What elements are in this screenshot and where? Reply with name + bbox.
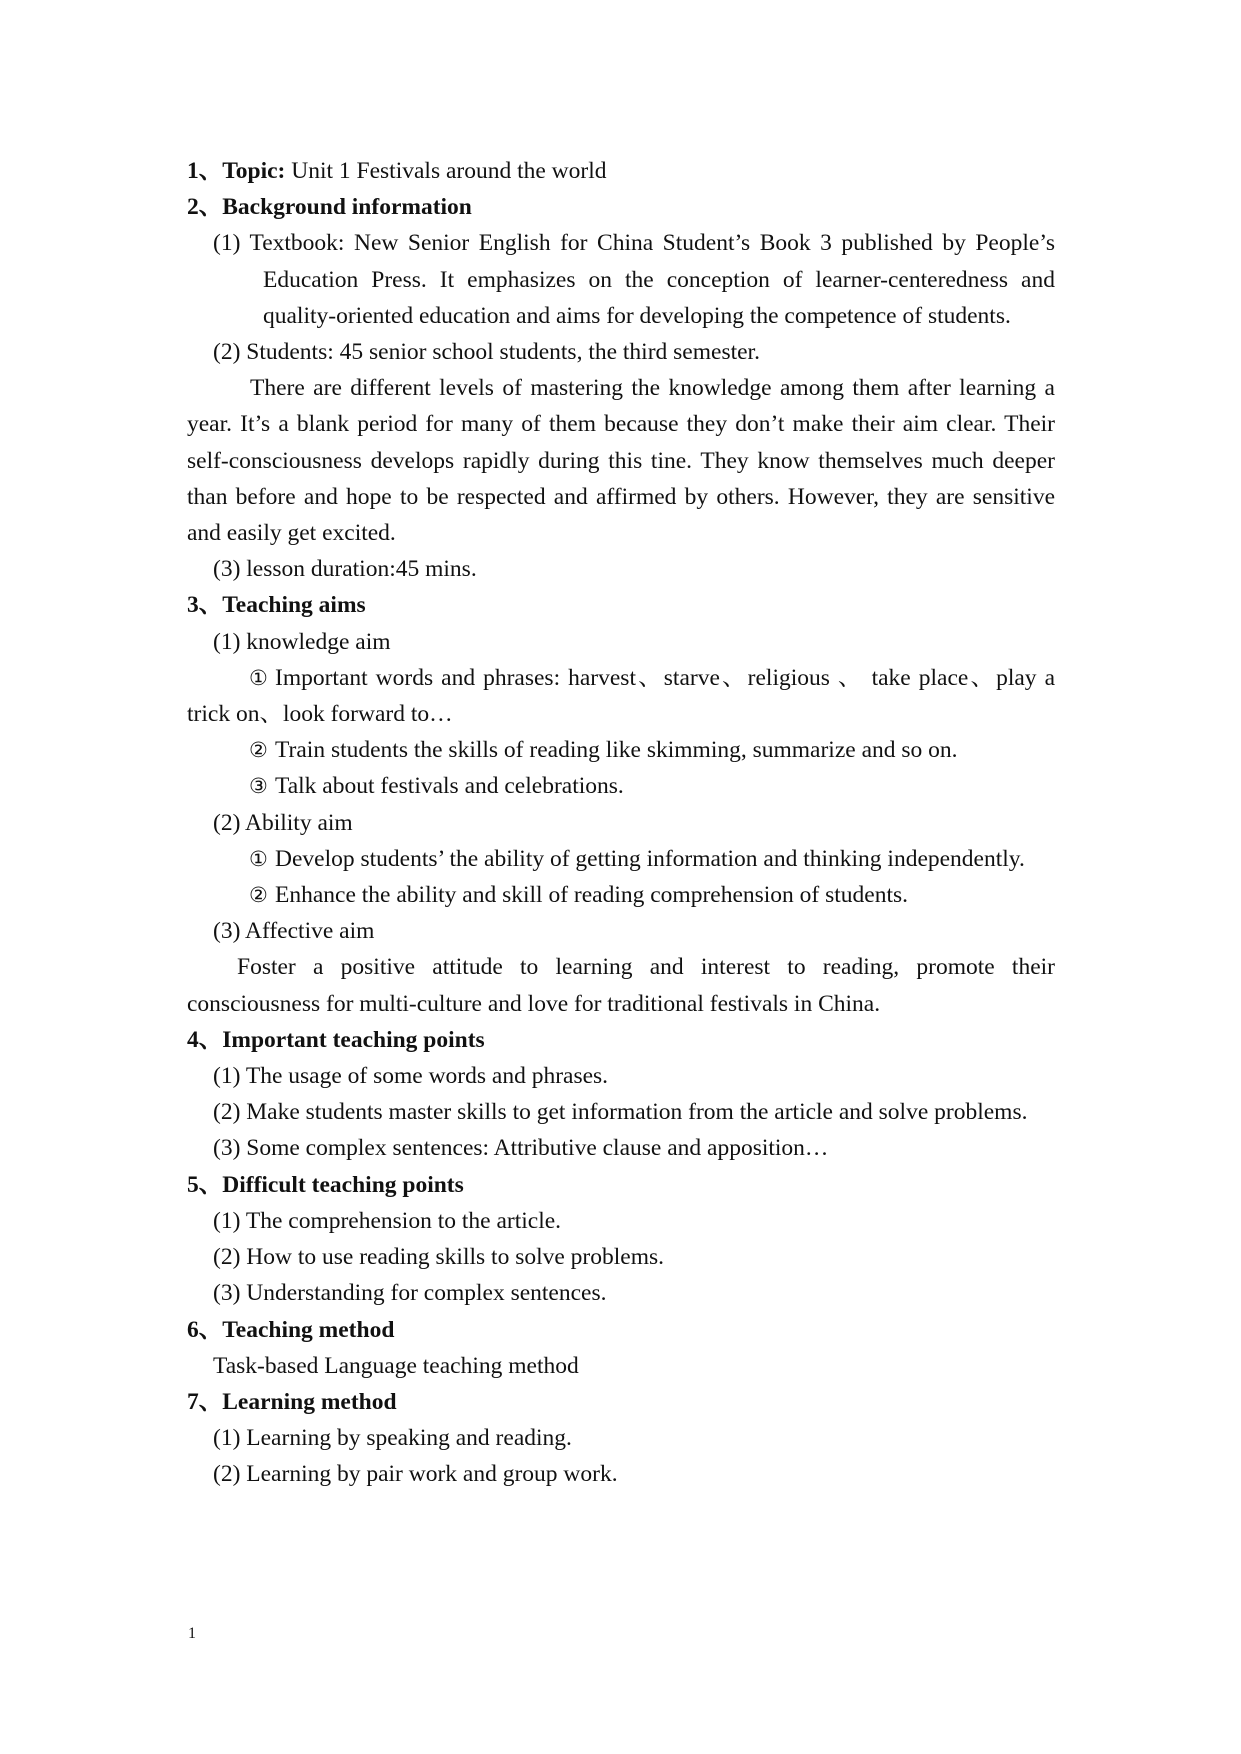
- topic-line: [187, 153, 1055, 189]
- page-number: 1: [188, 1625, 196, 1642]
- circled-number-marker: ②: [249, 738, 268, 763]
- background-paragraph: There are different levels of mastering the knowledge among them after learning a year. It’s a blank period for many of them because they don’t make their aim clear. Their self-consciousness develops rapidly during this tine. They know themselves much deeper than before and hope to be respected and affirmed by others. However, they are sensitive and easily get excited.: [187, 375, 1055, 547]
- affective-aim-label: (3) Affective aim: [213, 918, 375, 945]
- background-item-duration: (3) lesson duration:45 mins.: [213, 556, 477, 583]
- learning-method-heading: 7、Learning method: [187, 1388, 397, 1415]
- circled-number-marker: ③: [249, 774, 268, 799]
- difficult-point-item: (2) How to use reading skills to solve problems.: [213, 1244, 665, 1271]
- difficult-point-item: (3) Understanding for complex sentences.: [213, 1280, 607, 1307]
- teaching-aims-heading: 3、Teaching aims: [187, 592, 366, 619]
- background-item-students: (2) Students: 45 senior school students, the third semester.: [213, 339, 760, 366]
- teaching-method-heading: 6、Teaching method: [187, 1316, 395, 1343]
- circled-number-marker: ①: [249, 665, 268, 690]
- ability-aim-item: [187, 841, 1055, 877]
- knowledge-aim-item: [187, 660, 1055, 732]
- topic-label: Topic:: [222, 158, 286, 184]
- circled-number-marker: ②: [249, 883, 268, 908]
- ability-aim-text: Enhance the ability and skill of reading comprehension of students.: [275, 882, 909, 909]
- knowledge-aim-text: Train students the skills of reading like skimming, summarize and so on.: [275, 737, 958, 764]
- topic-text: Unit 1 Festivals around the world: [285, 158, 607, 184]
- knowledge-aim-item: [187, 768, 1055, 804]
- circled-number-marker: ①: [249, 846, 268, 871]
- learning-method-item: (1) Learning by speaking and reading.: [213, 1425, 572, 1452]
- document-page: [187, 153, 1055, 1493]
- important-point-item: (1) The usage of some words and phrases.: [213, 1063, 609, 1090]
- knowledge-aim-text: Important words and phrases: harvest、starve、religious 、 take place、play a trick on、look forward to…: [187, 664, 1055, 728]
- knowledge-aim-text: Talk about festivals and celebrations.: [275, 773, 624, 800]
- ability-aim-text: Develop students’ the ability of getting information and thinking independently.: [275, 845, 1025, 872]
- knowledge-aim-label: (1) knowledge aim: [213, 628, 391, 655]
- affective-aim-text: Foster a positive attitude to learning and interest to reading, promote their consciousness for multi-culture and love for traditional festivals in China.: [187, 954, 1055, 1017]
- knowledge-aim-item: [187, 732, 1055, 768]
- background-item-textbook: (1) Textbook: New Senior English for China Student’s Book 3 published by People’s Education Press. It emphasizes on the conception of learner-centeredness and quality-oriented education and aims for developing the competence of students.: [213, 230, 1055, 329]
- important-point-item: (2) Make students master skills to get information from the article and solve problems.: [213, 1099, 1028, 1126]
- ability-aim-item: [187, 877, 1055, 913]
- topic-number: 1、: [187, 158, 223, 184]
- teaching-method-text: Task-based Language teaching method: [213, 1352, 579, 1379]
- difficult-point-item: (1) The comprehension to the article.: [213, 1207, 562, 1234]
- difficult-points-heading: 5、Difficult teaching points: [187, 1171, 464, 1198]
- important-points-heading: 4、Important teaching points: [187, 1026, 485, 1053]
- learning-method-item: (2) Learning by pair work and group work.: [213, 1461, 618, 1488]
- ability-aim-label: (2) Ability aim: [213, 809, 353, 836]
- important-point-item: (3) Some complex sentences: Attributive clause and apposition…: [213, 1135, 829, 1162]
- background-heading: 2、Background information: [187, 194, 472, 221]
